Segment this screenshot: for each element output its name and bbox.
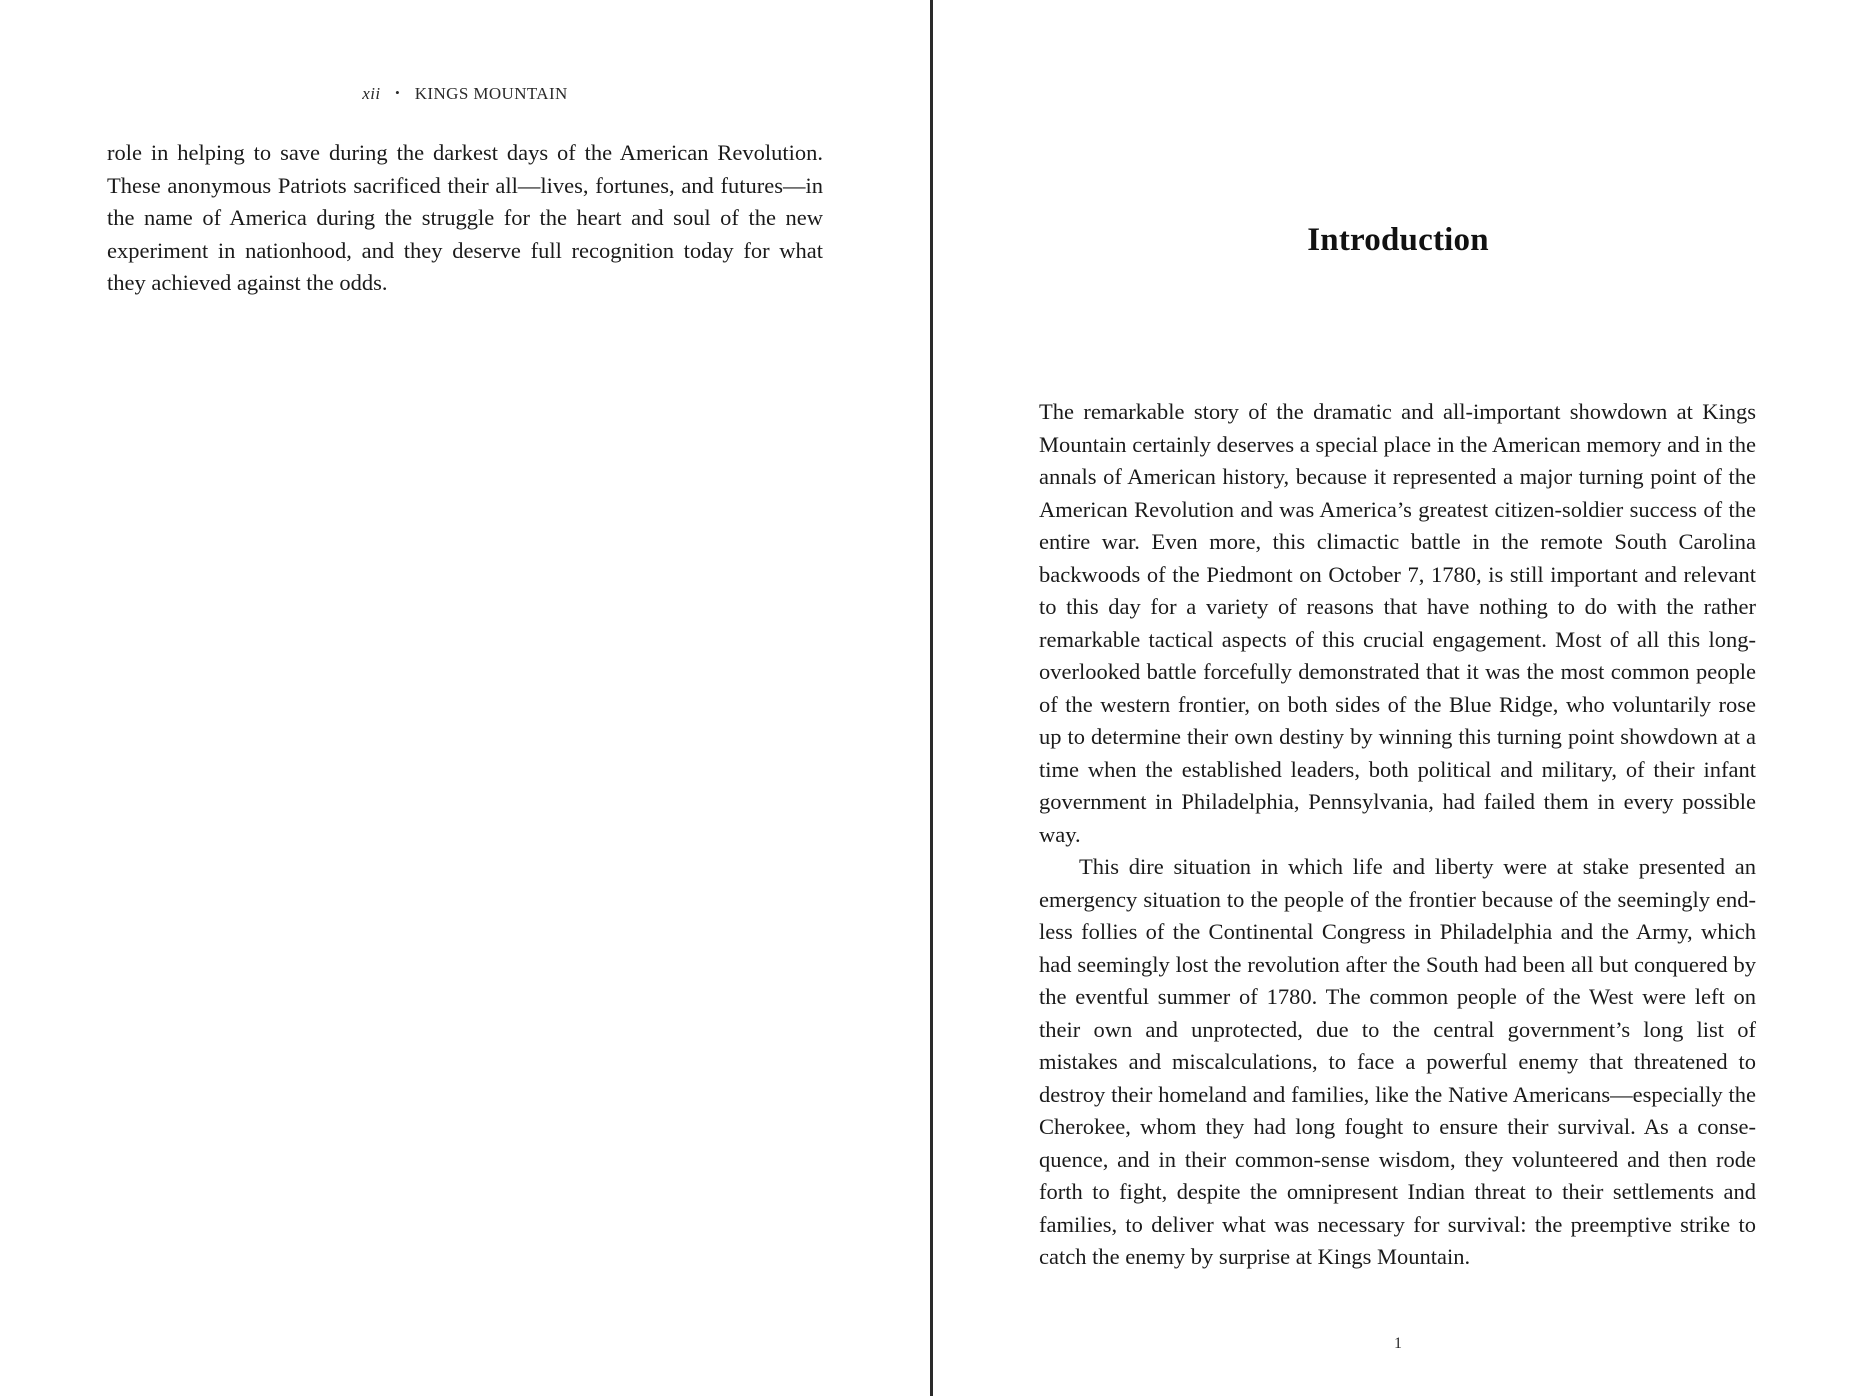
body-paragraph: This dire situation in which life and liberty were at stake presented an emergency situation to the people of the frontier because of the seemingly endless follies of the Continental Congress in Philadelphia and the Army, which had seemingly lost the revolution after the South had been all but conquered by the eventful summer of 1780. The common people of the West were left on their own and unprotected, due to the central government’s long list of mistakes and miscalculations, to face a powerful enemy that threatened to destroy their homeland and families, like the Native Americans—especially the Cherokee, whom they had long fought to ensure their survival. As a consequence, and in their common-sense wisdom, they volunteered and then rode forth to fight, despite the omnipresent Indian threat to their settlements and families, to deliver what was necessary for survival: the preemptive strike to catch the enemy by surprise at Kings Mountain. <box>1039 854 1756 1269</box>
page-number: 1 <box>1394 1335 1402 1352</box>
page-folio: xii <box>362 84 381 103</box>
book-title: KINGS MOUNTAIN <box>414 84 568 103</box>
chapter-title: Introduction <box>1307 222 1489 258</box>
running-head <box>0 84 930 104</box>
left-body-text <box>107 137 823 300</box>
body-paragraph: role in helping to save during the darkest days of the American Revolution. These anonymous Patriots sacrificed their all—lives, fortunes, and futures—in the name of America during the struggle for the heart and soul of the new experiment in nationhood, and they deserve full recognition today for what they achieved against the odds. <box>107 140 823 295</box>
left-page <box>0 0 930 1396</box>
bullet-separator: • <box>395 85 401 100</box>
right-body-text <box>1039 396 1756 1274</box>
right-page <box>934 0 1862 1396</box>
body-paragraph: The remarkable story of the dramatic and all-important showdown at Kings Mountain certainly deserves a special place in the American memory and in the annals of American history, because it represented a major turning point of the American Revolution and was America’s greatest citizen-soldier success of the entire war. Even more, this climactic battle in the remote South Carolina backwoods of the Piedmont on October 7, 1780, is still important and relevant to this day for a variety of reasons that have nothing to do with the rather remarkable tactical aspects of this crucial engagement. Most of all this long-overlooked battle forcefully demonstrated that it was the most common people of the western frontier, on both sides of the Blue Ridge, who voluntarily rose up to determine their own destiny by winning this turning point showdown at a time when the established leaders, both political and military, of their infant government in Philadelphia, Pennsylvania, had failed them in every possible way. <box>1039 399 1756 847</box>
page-gutter-divider <box>930 0 933 1396</box>
